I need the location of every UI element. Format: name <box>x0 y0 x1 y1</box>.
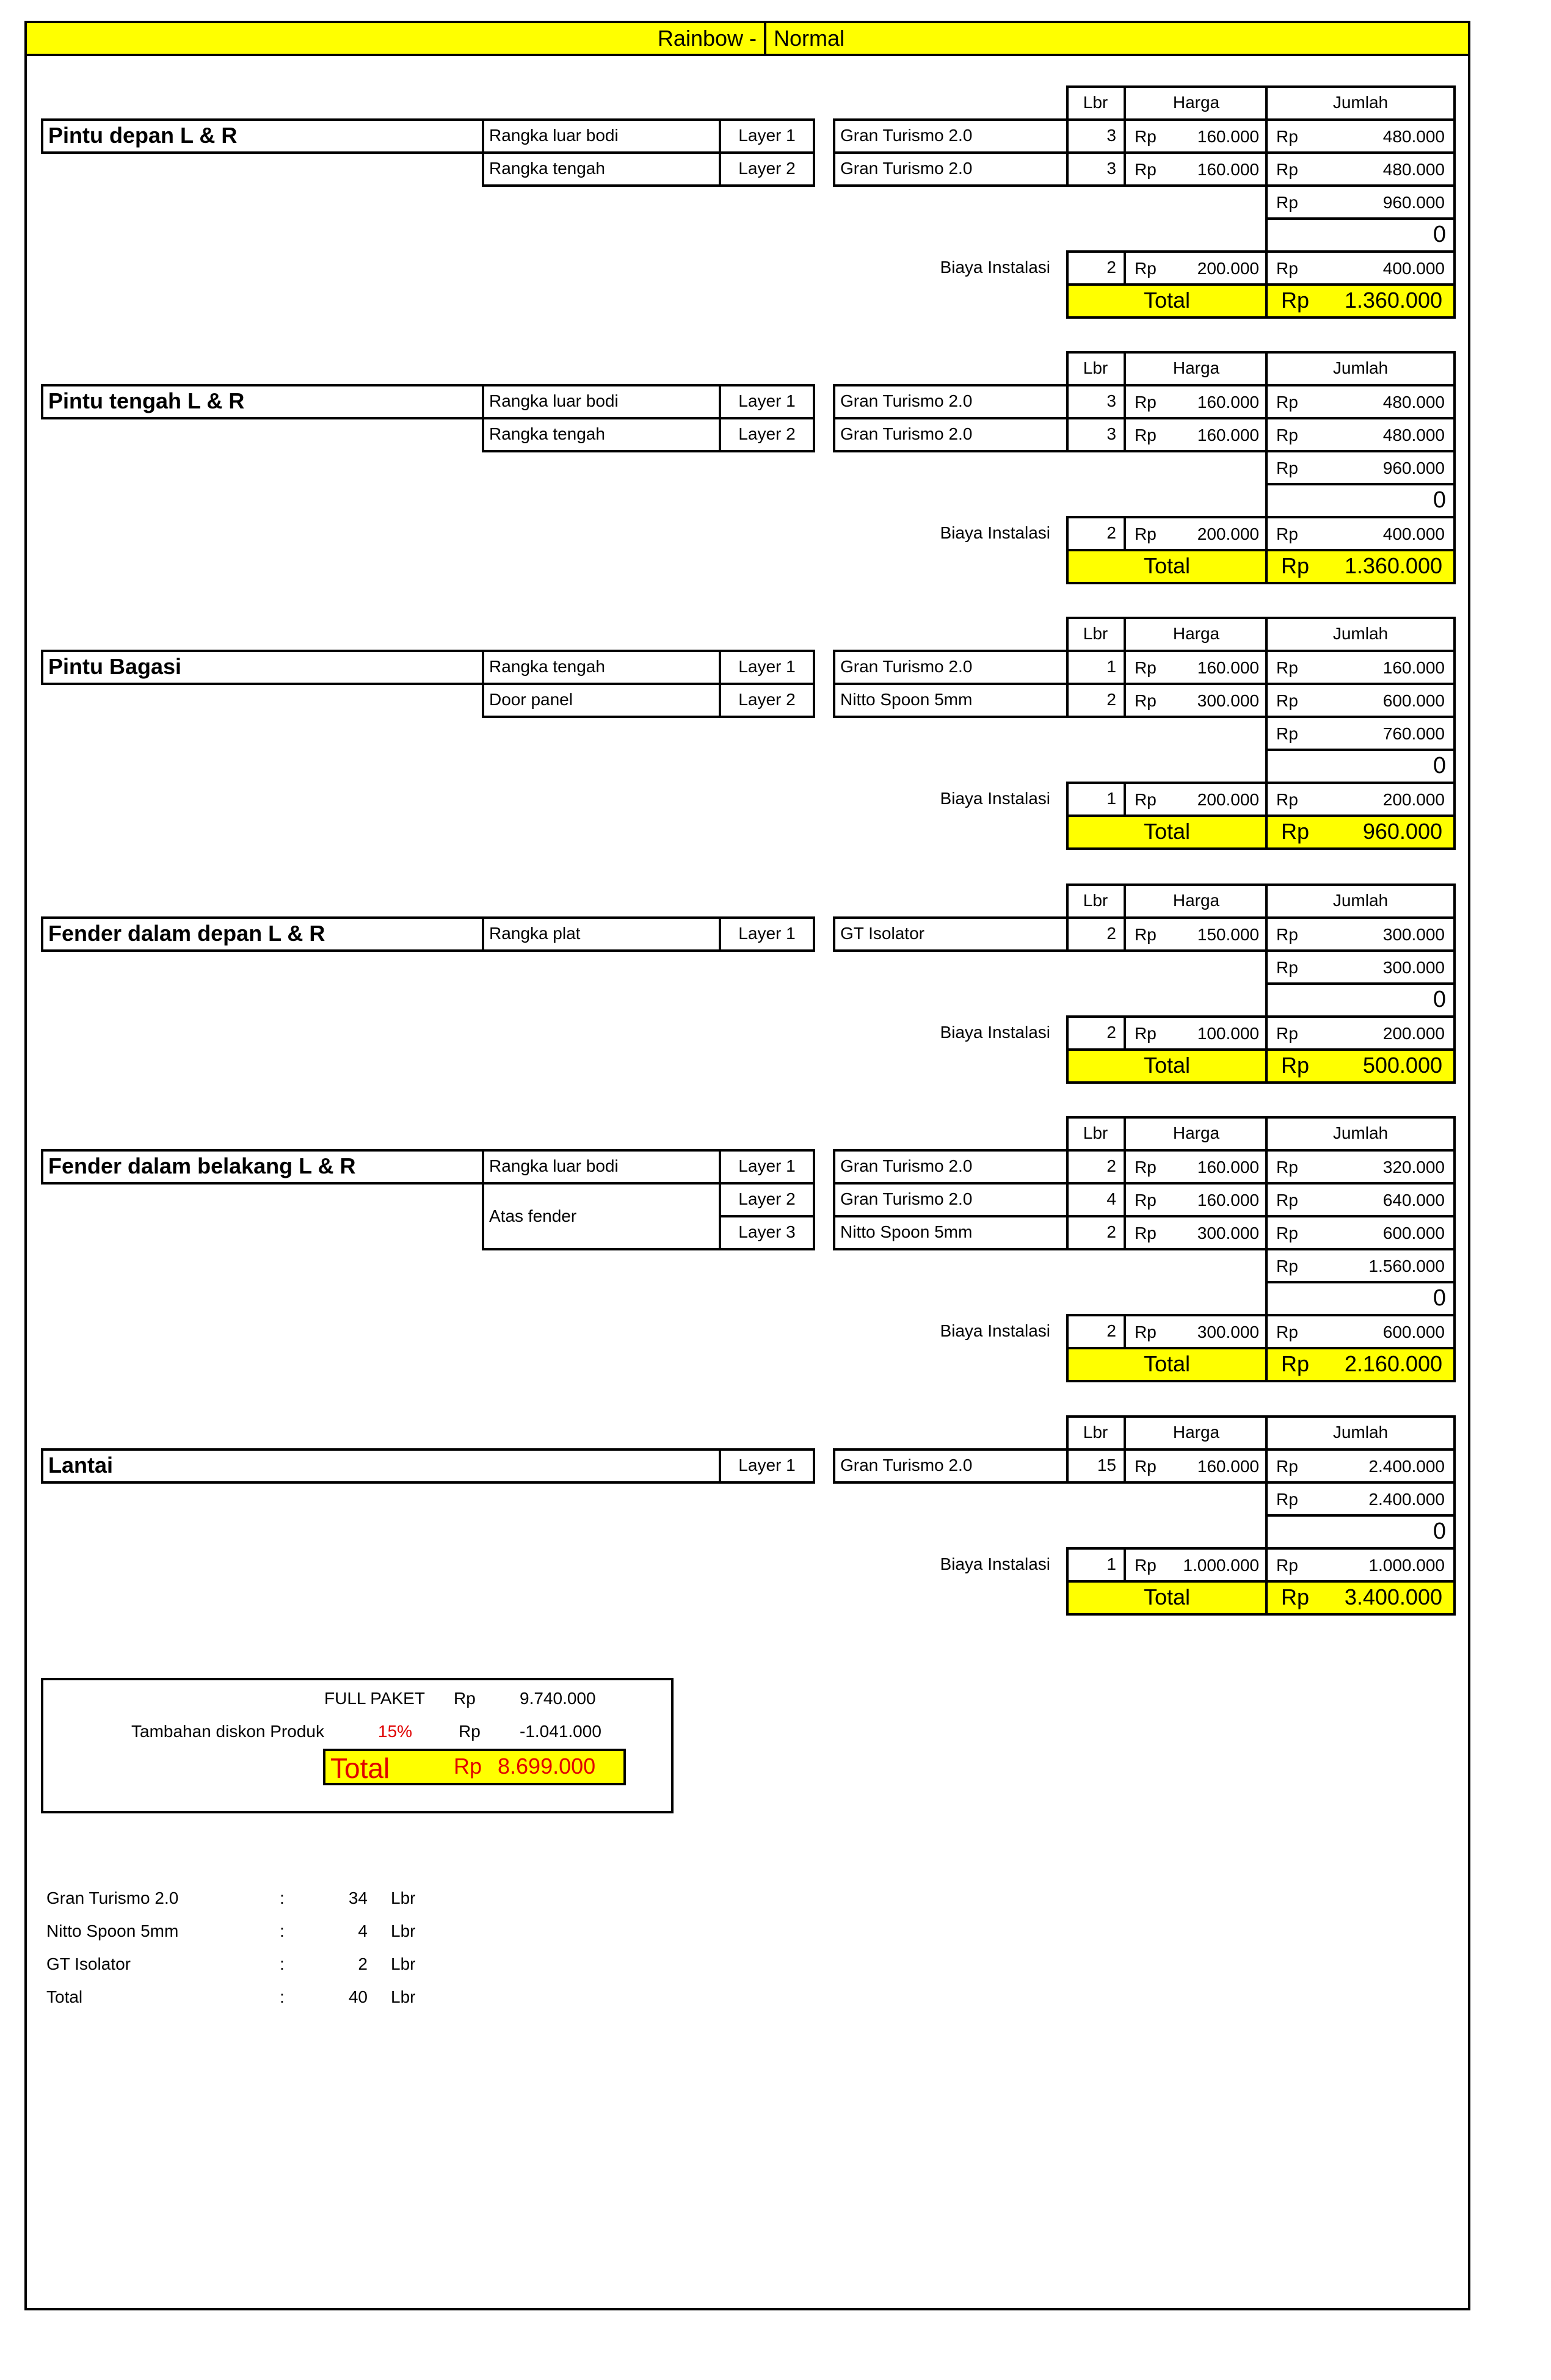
lbr-cell: 3 <box>1066 118 1126 154</box>
install-harga-rp: Rp <box>1135 524 1157 543</box>
total-label-cell: Total <box>1066 1048 1268 1084</box>
total-value-cell <box>1265 1048 1456 1084</box>
install-jumlah-value: 600.000 <box>1382 1322 1445 1341</box>
jumlah-value: 600.000 <box>1382 691 1445 710</box>
jumlah-cell <box>1265 1448 1456 1484</box>
install-harga-value: 200.000 <box>1197 524 1259 543</box>
zero-cell: 0 <box>1265 1514 1456 1550</box>
summary-total-cell <box>323 1749 626 1785</box>
lbr-cell: 15 <box>1066 1448 1126 1484</box>
total-value-cell <box>1265 549 1456 584</box>
zero-cell: 0 <box>1265 483 1456 518</box>
inventory-sep: : <box>280 1888 285 1907</box>
layer-cell: Layer 2 <box>719 683 815 718</box>
summary-total-rp: Rp <box>454 1754 482 1779</box>
lbr-cell: 3 <box>1066 151 1126 187</box>
install-harga-cell <box>1124 1547 1268 1583</box>
harga-value: 160.000 <box>1197 426 1259 444</box>
col-header-lbr: Lbr <box>1083 93 1108 112</box>
jumlah-value: 300.000 <box>1382 925 1445 944</box>
inventory-qty: 2 <box>358 1954 368 1973</box>
col-header-lbr: Lbr <box>1083 1123 1108 1142</box>
jumlah-rp: Rp <box>1276 1158 1298 1177</box>
subtotal-cell <box>1265 1481 1456 1517</box>
install-label: Biaya Instalasi <box>940 1321 1050 1340</box>
install-jumlah-value: 200.000 <box>1382 1024 1445 1043</box>
jumlah-cell <box>1265 1149 1456 1185</box>
harga-value: 160.000 <box>1197 160 1259 179</box>
material-cell: Nitto Spoon 5mm <box>833 1215 1069 1250</box>
jumlah-cell <box>1265 384 1456 419</box>
part-cell: Rangka plat <box>482 916 721 952</box>
layer-cell: Layer 1 <box>719 1448 815 1484</box>
total-value: 500.000 <box>1362 1053 1442 1078</box>
col-divider <box>1066 1415 1126 1451</box>
jumlah-rp: Rp <box>1276 691 1298 710</box>
install-label: Biaya Instalasi <box>940 523 1050 542</box>
harga-value: 300.000 <box>1197 691 1259 710</box>
section-name: Pintu Bagasi <box>41 650 484 685</box>
jumlah-rp: Rp <box>1276 1224 1298 1243</box>
install-lbr: 1 <box>1066 1547 1126 1583</box>
install-label: Biaya Instalasi <box>940 258 1050 277</box>
subtotal-cell <box>1265 949 1456 985</box>
inventory-name: Nitto Spoon 5mm <box>46 1921 179 1940</box>
lbr-cell: 4 <box>1066 1182 1126 1217</box>
jumlah-cell <box>1265 1215 1456 1250</box>
col-header-harga: Harga <box>1172 1423 1220 1442</box>
col-header-jumlah: Jumlah <box>1332 624 1389 643</box>
inventory-name: Gran Turismo 2.0 <box>46 1888 179 1907</box>
lbr-cell: 1 <box>1066 650 1126 685</box>
inventory-qty: 40 <box>348 1987 368 2006</box>
jumlah-cell <box>1265 650 1456 685</box>
full-paket-rp: Rp <box>454 1689 476 1708</box>
lbr-cell: 2 <box>1066 1149 1126 1185</box>
discount-rp: Rp <box>459 1722 481 1741</box>
discount-value: -1.041.000 <box>520 1722 601 1741</box>
jumlah-rp: Rp <box>1276 160 1298 179</box>
part-cell: Rangka luar bodi <box>482 384 721 419</box>
col-header-harga: Harga <box>1172 93 1220 112</box>
jumlah-cell <box>1265 916 1456 952</box>
harga-rp: Rp <box>1135 426 1157 444</box>
section-name: Fender dalam belakang L & R <box>41 1149 484 1185</box>
harga-cell <box>1124 417 1268 452</box>
harga-rp: Rp <box>1135 160 1157 179</box>
harga-cell <box>1124 1149 1268 1185</box>
lbr-cell: 2 <box>1066 683 1126 718</box>
harga-rp: Rp <box>1135 691 1157 710</box>
total-value-cell <box>1265 283 1456 319</box>
install-jumlah-rp: Rp <box>1276 1024 1298 1043</box>
install-harga-cell <box>1124 250 1268 286</box>
col-header-harga: Harga <box>1172 624 1220 643</box>
layer-cell: Layer 1 <box>719 1149 815 1185</box>
material-cell: Gran Turismo 2.0 <box>833 118 1069 154</box>
harga-value: 160.000 <box>1197 1158 1259 1177</box>
total-value-cell <box>1265 1347 1456 1382</box>
install-jumlah-cell <box>1265 1015 1456 1051</box>
layer-cell: Layer 3 <box>719 1215 815 1250</box>
full-paket-label: FULL PAKET <box>324 1689 425 1708</box>
harga-value: 160.000 <box>1197 658 1259 677</box>
col-header-harga: Harga <box>1172 358 1220 377</box>
col-header-harga: Harga <box>1172 1123 1220 1142</box>
discount-label: Tambahan diskon Produk <box>131 1722 324 1741</box>
install-harga-rp: Rp <box>1135 1024 1157 1043</box>
subtotal-rp: Rp <box>1276 724 1298 743</box>
subtotal-value: 760.000 <box>1382 724 1445 743</box>
jumlah-cell <box>1265 417 1456 452</box>
harga-rp: Rp <box>1135 1457 1157 1476</box>
inventory-unit: Lbr <box>391 1888 416 1907</box>
col-header-lbr: Lbr <box>1083 1423 1108 1442</box>
summary-total-value: 8.699.000 <box>498 1754 596 1779</box>
harga-rp: Rp <box>1135 1191 1157 1210</box>
col-divider <box>1066 617 1126 652</box>
total-value-cell <box>1265 1580 1456 1616</box>
zero-cell: 0 <box>1265 217 1456 253</box>
material-cell: GT Isolator <box>833 916 1069 952</box>
material-cell: Nitto Spoon 5mm <box>833 683 1069 718</box>
install-harga-cell <box>1124 782 1268 817</box>
lbr-cell: 3 <box>1066 417 1126 452</box>
col-header-jumlah: Jumlah <box>1332 1123 1389 1142</box>
harga-cell <box>1124 151 1268 187</box>
subtotal-value: 1.560.000 <box>1368 1257 1445 1275</box>
harga-rp: Rp <box>1135 1158 1157 1177</box>
subtotal-value: 300.000 <box>1382 958 1445 977</box>
jumlah-cell <box>1265 151 1456 187</box>
install-jumlah-cell <box>1265 1314 1456 1349</box>
material-cell: Gran Turismo 2.0 <box>833 384 1069 419</box>
total-rp: Rp <box>1281 288 1310 313</box>
total-value: 2.160.000 <box>1344 1351 1442 1376</box>
harga-rp: Rp <box>1135 658 1157 677</box>
jumlah-rp: Rp <box>1276 426 1298 444</box>
subtotal-value: 2.400.000 <box>1368 1490 1445 1509</box>
material-cell: Gran Turismo 2.0 <box>833 650 1069 685</box>
total-value: 1.360.000 <box>1344 553 1442 578</box>
section-name: Lantai <box>41 1448 721 1484</box>
jumlah-cell <box>1265 683 1456 718</box>
install-jumlah-cell <box>1265 516 1456 551</box>
layer-cell: Layer 2 <box>719 417 815 452</box>
subtotal-rp: Rp <box>1276 1490 1298 1509</box>
material-cell: Gran Turismo 2.0 <box>833 1182 1069 1217</box>
harga-cell <box>1124 650 1268 685</box>
subtotal-rp: Rp <box>1276 1257 1298 1275</box>
total-label-cell: Total <box>1066 814 1268 850</box>
section-name: Fender dalam depan L & R <box>41 916 484 952</box>
harga-rp: Rp <box>1135 925 1157 944</box>
jumlah-value: 2.400.000 <box>1368 1457 1445 1476</box>
install-jumlah-value: 400.000 <box>1382 259 1445 278</box>
total-rp: Rp <box>1281 1351 1310 1376</box>
variant-text: Normal <box>774 26 845 51</box>
part-cell: Rangka tengah <box>482 650 721 685</box>
discount-pct: 15% <box>378 1722 413 1741</box>
harga-value: 150.000 <box>1197 925 1259 944</box>
install-jumlah-cell <box>1265 250 1456 286</box>
subtotal-cell <box>1265 1248 1456 1283</box>
install-lbr: 1 <box>1066 782 1126 817</box>
layer-cell: Layer 1 <box>719 118 815 154</box>
col-divider <box>1066 85 1126 121</box>
col-divider <box>1066 351 1126 386</box>
harga-value: 160.000 <box>1197 393 1259 412</box>
jumlah-rp: Rp <box>1276 127 1298 146</box>
install-harga-rp: Rp <box>1135 1322 1157 1341</box>
part-cell: Rangka tengah <box>482 417 721 452</box>
col-divider <box>1066 1116 1126 1152</box>
install-harga-value: 200.000 <box>1197 790 1259 809</box>
total-label-cell: Total <box>1066 1347 1268 1382</box>
install-jumlah-rp: Rp <box>1276 259 1298 278</box>
material-cell: Gran Turismo 2.0 <box>833 1149 1069 1185</box>
total-value: 3.400.000 <box>1344 1584 1442 1609</box>
harga-cell <box>1124 118 1268 154</box>
harga-rp: Rp <box>1135 1224 1157 1243</box>
col-header-jumlah: Jumlah <box>1332 1423 1389 1442</box>
install-harga-value: 200.000 <box>1197 259 1259 278</box>
total-value: 1.360.000 <box>1344 288 1442 313</box>
section-name: Pintu depan L & R <box>41 118 484 154</box>
install-label: Biaya Instalasi <box>940 1023 1050 1042</box>
harga-cell <box>1124 384 1268 419</box>
harga-cell <box>1124 683 1268 718</box>
layer-cell: Layer 1 <box>719 916 815 952</box>
inventory-sep: : <box>280 1987 285 2006</box>
jumlah-value: 160.000 <box>1382 658 1445 677</box>
install-harga-value: 300.000 <box>1197 1322 1259 1341</box>
lbr-cell: 2 <box>1066 916 1126 952</box>
lbr-cell: 2 <box>1066 1215 1126 1250</box>
total-label-cell: Total <box>1066 1580 1268 1616</box>
harga-cell <box>1124 1448 1268 1484</box>
inventory-unit: Lbr <box>391 1987 416 2006</box>
install-jumlah-rp: Rp <box>1276 1322 1298 1341</box>
install-harga-cell <box>1124 1015 1268 1051</box>
material-cell: Gran Turismo 2.0 <box>833 417 1069 452</box>
lbr-cell: 3 <box>1066 384 1126 419</box>
harga-value: 160.000 <box>1197 127 1259 146</box>
total-label-cell: Total <box>1066 549 1268 584</box>
part-cell: Rangka luar bodi <box>482 118 721 154</box>
jumlah-value: 600.000 <box>1382 1224 1445 1243</box>
install-harga-rp: Rp <box>1135 790 1157 809</box>
total-rp: Rp <box>1281 1584 1310 1609</box>
layer-cell: Layer 1 <box>719 384 815 419</box>
install-jumlah-cell <box>1265 782 1456 817</box>
subtotal-rp: Rp <box>1276 459 1298 477</box>
total-value: 960.000 <box>1362 819 1442 844</box>
part-cell: Rangka luar bodi <box>482 1149 721 1185</box>
harga-rp: Rp <box>1135 393 1157 412</box>
col-header-harga: Harga <box>1172 891 1220 910</box>
harga-value: 160.000 <box>1197 1457 1259 1476</box>
col-header-jumlah: Jumlah <box>1332 358 1389 377</box>
inventory-sep: : <box>280 1921 285 1940</box>
install-jumlah-rp: Rp <box>1276 790 1298 809</box>
inventory-sep: : <box>280 1954 285 1973</box>
harga-cell <box>1124 916 1268 952</box>
install-jumlah-cell <box>1265 1547 1456 1583</box>
col-header-lbr: Lbr <box>1083 358 1108 377</box>
layer-cell: Layer 1 <box>719 650 815 685</box>
install-jumlah-value: 200.000 <box>1382 790 1445 809</box>
harga-cell <box>1124 1215 1268 1250</box>
inventory-qty: 4 <box>358 1921 368 1940</box>
install-harga-cell <box>1124 1314 1268 1349</box>
part-cell-merged: Atas fender <box>482 1182 721 1250</box>
col-divider <box>1066 883 1126 919</box>
title-text: Rainbow - <box>27 23 766 54</box>
zero-cell: 0 <box>1265 982 1456 1018</box>
inventory-unit: Lbr <box>391 1954 416 1973</box>
jumlah-value: 640.000 <box>1382 1191 1445 1210</box>
summary-box <box>41 1678 674 1813</box>
subtotal-value: 960.000 <box>1382 459 1445 477</box>
jumlah-value: 480.000 <box>1382 127 1445 146</box>
section-name: Pintu tengah L & R <box>41 384 484 419</box>
total-label-cell: Total <box>1066 283 1268 319</box>
subtotal-cell <box>1265 184 1456 220</box>
jumlah-rp: Rp <box>1276 393 1298 412</box>
inventory-unit: Lbr <box>391 1921 416 1940</box>
part-cell: Door panel <box>482 683 721 718</box>
jumlah-rp: Rp <box>1276 925 1298 944</box>
inventory-qty: 34 <box>348 1888 368 1907</box>
col-header-jumlah: Jumlah <box>1332 891 1389 910</box>
harga-rp: Rp <box>1135 127 1157 146</box>
total-value-cell <box>1265 814 1456 850</box>
material-cell: Gran Turismo 2.0 <box>833 151 1069 187</box>
install-jumlah-value: 400.000 <box>1382 524 1445 543</box>
full-paket-value: 9.740.000 <box>520 1689 596 1708</box>
install-harga-value: 1.000.000 <box>1183 1556 1259 1575</box>
zero-cell: 0 <box>1265 749 1456 784</box>
col-header-jumlah: Jumlah <box>1332 93 1389 112</box>
summary-total-label: Total <box>330 1752 390 1784</box>
jumlah-value: 480.000 <box>1382 393 1445 412</box>
jumlah-value: 480.000 <box>1382 160 1445 179</box>
subtotal-rp: Rp <box>1276 958 1298 977</box>
part-cell: Rangka tengah <box>482 151 721 187</box>
install-harga-rp: Rp <box>1135 1556 1157 1575</box>
subtotal-cell <box>1265 450 1456 485</box>
jumlah-value: 480.000 <box>1382 426 1445 444</box>
subtotal-value: 960.000 <box>1382 193 1445 212</box>
install-label: Biaya Instalasi <box>940 1555 1050 1573</box>
material-cell: Gran Turismo 2.0 <box>833 1448 1069 1484</box>
install-lbr: 2 <box>1066 516 1126 551</box>
total-rp: Rp <box>1281 819 1310 844</box>
harga-cell <box>1124 1182 1268 1217</box>
col-header-lbr: Lbr <box>1083 624 1108 643</box>
zero-cell: 0 <box>1265 1281 1456 1316</box>
col-header-lbr: Lbr <box>1083 891 1108 910</box>
install-harga-rp: Rp <box>1135 259 1157 278</box>
harga-value: 300.000 <box>1197 1224 1259 1243</box>
install-harga-cell <box>1124 516 1268 551</box>
install-lbr: 2 <box>1066 250 1126 286</box>
jumlah-rp: Rp <box>1276 658 1298 677</box>
layer-cell: Layer 2 <box>719 1182 815 1217</box>
jumlah-cell <box>1265 118 1456 154</box>
total-rp: Rp <box>1281 553 1310 578</box>
subtotal-cell <box>1265 716 1456 751</box>
harga-value: 160.000 <box>1197 1191 1259 1210</box>
subtotal-rp: Rp <box>1276 193 1298 212</box>
install-harga-value: 100.000 <box>1197 1024 1259 1043</box>
inventory-name: Total <box>46 1987 83 2006</box>
title-bar <box>24 21 1470 56</box>
jumlah-rp: Rp <box>1276 1191 1298 1210</box>
jumlah-rp: Rp <box>1276 1457 1298 1476</box>
total-rp: Rp <box>1281 1053 1310 1078</box>
jumlah-cell <box>1265 1182 1456 1217</box>
install-jumlah-rp: Rp <box>1276 1556 1298 1575</box>
layer-cell: Layer 2 <box>719 151 815 187</box>
install-jumlah-value: 1.000.000 <box>1368 1556 1445 1575</box>
install-lbr: 2 <box>1066 1314 1126 1349</box>
inventory-name: GT Isolator <box>46 1954 131 1973</box>
jumlah-value: 320.000 <box>1382 1158 1445 1177</box>
install-jumlah-rp: Rp <box>1276 524 1298 543</box>
install-lbr: 2 <box>1066 1015 1126 1051</box>
install-label: Biaya Instalasi <box>940 789 1050 808</box>
